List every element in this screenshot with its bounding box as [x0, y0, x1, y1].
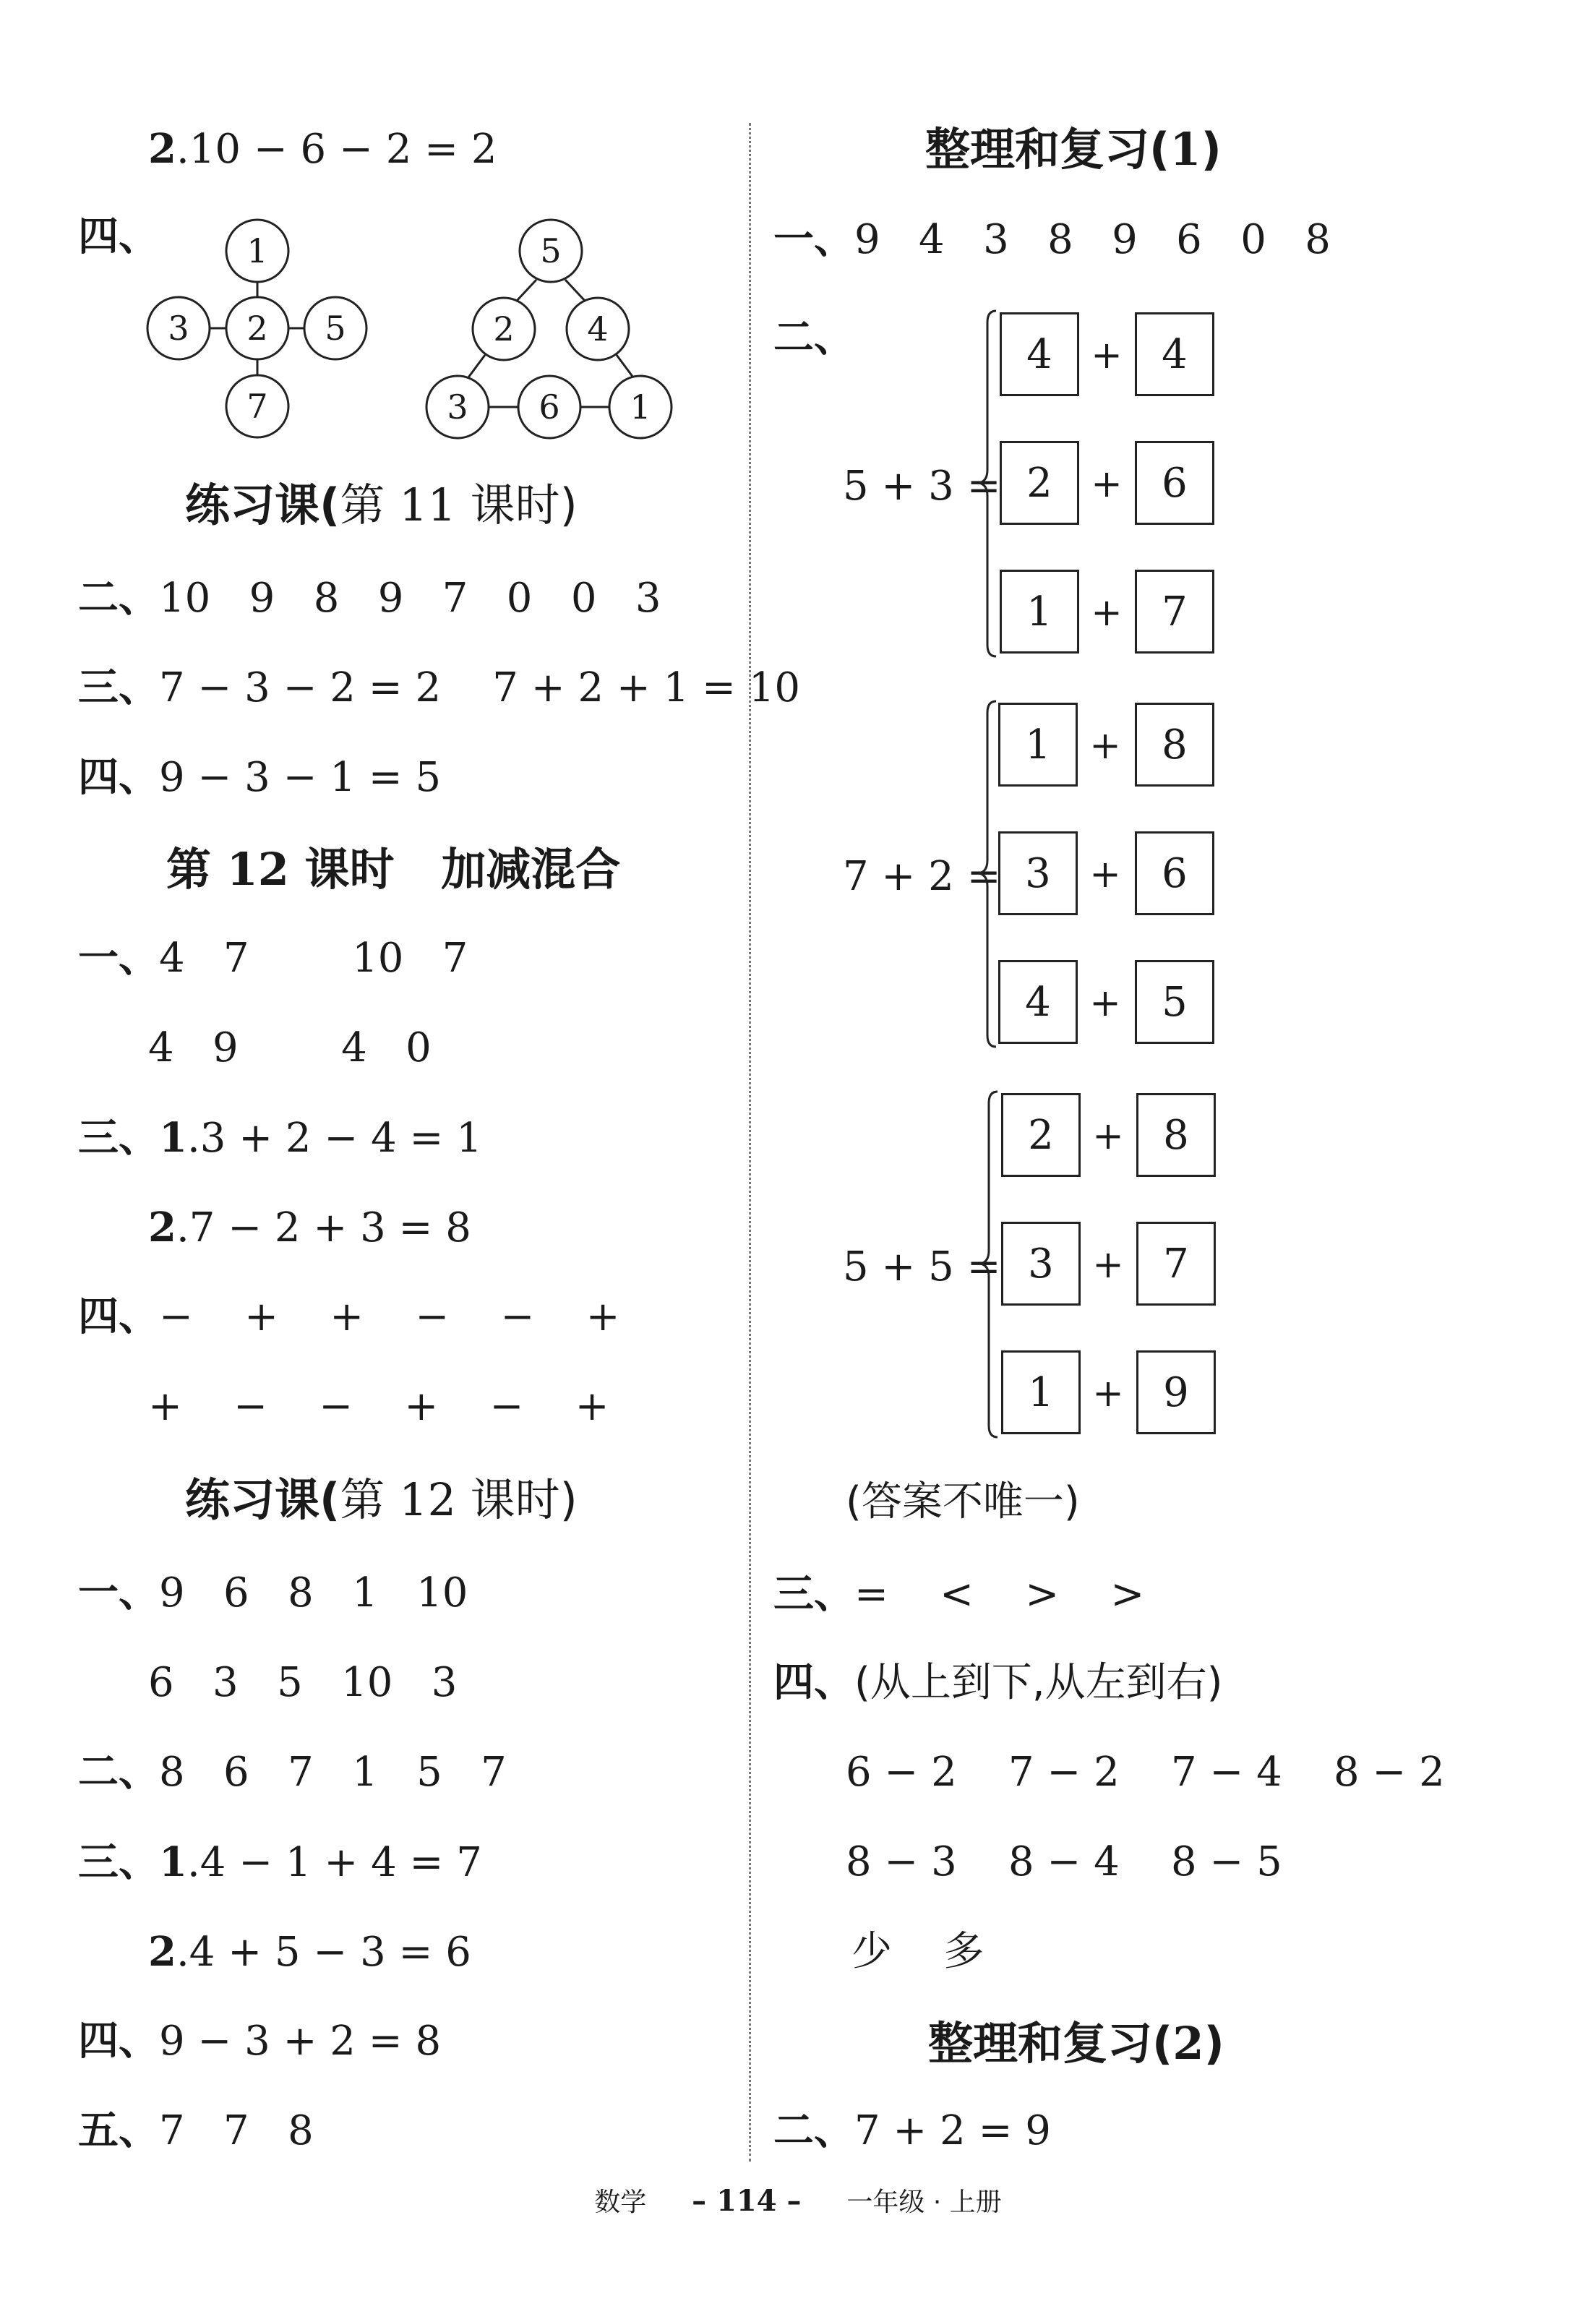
section-label: 四、: [78, 754, 159, 801]
section-title: [185, 1473, 578, 1526]
answer-line: [78, 1293, 620, 1340]
answer-line: [78, 1114, 482, 1162]
answer-text: 9 − 3 − 1 = 5: [159, 754, 442, 801]
circle-number: 6: [539, 387, 560, 427]
answer-line: [773, 1571, 1145, 1618]
title-text: 第: [340, 1473, 400, 1526]
answer-text: 7 7 8: [159, 2107, 314, 2154]
section-label: 五、: [78, 2107, 159, 2154]
section-label: 四、: [78, 213, 159, 260]
section-label: 三、: [78, 664, 159, 711]
answer-box: 7: [1136, 1222, 1216, 1306]
answer-line: [78, 1838, 482, 1886]
section-label: 一、: [78, 1569, 159, 1616]
answer-line: [773, 1659, 1223, 1706]
title-number: 2: [1172, 2017, 1204, 2070]
answer-line: [148, 1383, 609, 1430]
title-text: 练习课(: [185, 1473, 340, 1526]
title-text: 课时 加减混合: [288, 843, 621, 896]
answer-text: .10 − 6 − 2 = 2: [176, 126, 497, 173]
section-label: 三、: [773, 1571, 854, 1618]
footer-grade: 一年级 · 上册: [846, 2188, 1002, 2217]
title-text: 第: [166, 843, 227, 896]
answer-line: 少 多: [851, 1928, 984, 1975]
answer-line: [78, 935, 468, 982]
circle-number: 7: [246, 387, 268, 426]
answer-text: 4 7 10 7: [159, 935, 468, 982]
answer-text: − + + − − +: [159, 1293, 620, 1340]
answer-text: 9 4 3 8 9 6 0 8: [854, 216, 1331, 263]
section-title: [166, 843, 621, 896]
answer-box: 1: [1000, 570, 1079, 654]
answer-box: 7: [1135, 570, 1214, 654]
equation-label: 5 + 5 =: [843, 1243, 1001, 1290]
item-number: 2: [148, 125, 176, 173]
title-text: 整理和复习(: [925, 123, 1170, 176]
plus-sign: +: [1091, 463, 1123, 506]
answer-text: + − − + − +: [148, 1383, 609, 1430]
circle-number: 2: [493, 309, 515, 348]
answer-line: [148, 1928, 471, 1976]
equation-label: 5 + 3 =: [843, 463, 1001, 510]
answer-text: 10 9 8 9 7 0 0 3: [159, 575, 661, 622]
section-label: 一、: [78, 935, 159, 982]
plus-sign: +: [1092, 1115, 1124, 1158]
title-text: 课时): [455, 1473, 578, 1526]
answer-text: .4 − 1 + 4 = 7: [186, 1839, 482, 1886]
answer-text: (从上到下,从左到右): [854, 1659, 1223, 1706]
connector-line: [617, 355, 633, 377]
circle-number: 5: [325, 309, 346, 348]
answer-text: 9 − 3 + 2 = 8: [159, 2018, 442, 2065]
title-number: 1: [1170, 123, 1201, 176]
answer-line: [846, 1749, 1445, 1796]
section-label: 三、: [78, 1839, 159, 1886]
circle-number: 3: [168, 309, 189, 348]
answer-text: 8 − 3 8 − 4 8 − 5: [846, 1838, 1282, 1885]
answer-text: 7 + 2 = 9: [854, 2107, 1051, 2154]
section-label: 四、: [78, 2018, 159, 2065]
plus-sign: +: [1092, 1372, 1124, 1415]
answer-text: 8 6 7 1 5 7: [159, 1749, 507, 1796]
answer-line: [773, 2107, 1051, 2154]
title-number: 11: [399, 479, 456, 531]
footer-subject: 数学: [594, 2188, 647, 2217]
answer-line: [78, 2018, 442, 2065]
answer-text: 6 − 2 7 − 2 7 − 4 8 − 2: [846, 1749, 1445, 1796]
answer-line: [148, 1659, 458, 1706]
item-number: 1: [159, 1114, 187, 1162]
section-title: [185, 479, 578, 531]
answer-box: 4: [1000, 312, 1079, 396]
equation-label: 7 + 2 =: [843, 853, 1001, 900]
section-label: 四、: [78, 1293, 159, 1340]
circle-number: 2: [246, 309, 268, 348]
section-label: 四、: [773, 1659, 854, 1706]
answer-note: (答案不唯一): [846, 1478, 1080, 1525]
circle-number: 5: [540, 231, 562, 270]
title-text: ): [1204, 2017, 1224, 2070]
answer-text: 9 6 8 1 10: [159, 1569, 468, 1616]
answer-line: [78, 1569, 468, 1616]
connector-line: [468, 355, 485, 377]
circle-number: 3: [447, 387, 468, 427]
answer-text: .4 + 5 − 3 = 6: [176, 1929, 471, 1976]
section-title: [928, 2017, 1224, 2070]
title-text: 第: [340, 479, 400, 531]
section-label: 二、: [773, 2107, 854, 2154]
answer-box: 1: [998, 703, 1078, 787]
title-text: 课时): [455, 479, 578, 531]
connector-line: [516, 280, 536, 301]
circle-number: 4: [587, 309, 609, 348]
answer-line: [78, 2107, 314, 2154]
item-number: 2: [148, 1928, 176, 1976]
section-title: [925, 123, 1222, 176]
section-label: 一、: [773, 216, 854, 263]
answer-text: 7 − 3 − 2 = 2 7 + 2 + 1 = 10: [159, 664, 801, 711]
answer-box: 3: [998, 831, 1078, 915]
column-divider: [749, 123, 751, 2162]
answer-line: [148, 1204, 471, 1251]
title-text: 整理和复习(: [928, 2017, 1173, 2070]
answer-text: = < > >: [854, 1571, 1145, 1618]
answer-line: [78, 575, 661, 622]
answer-box: 6: [1135, 831, 1214, 915]
answer-box: 4: [1135, 312, 1214, 396]
answer-text: .7 − 2 + 3 = 8: [176, 1204, 471, 1251]
answer-line: [846, 1838, 1282, 1885]
answer-box: 9: [1136, 1350, 1216, 1434]
circle-number: 1: [630, 387, 651, 427]
answer-box: 3: [1001, 1222, 1081, 1306]
answer-text: 4 9 4 0: [148, 1024, 432, 1071]
title-number: 12: [399, 1473, 456, 1526]
connector-line: [565, 280, 585, 301]
plus-sign: +: [1091, 591, 1123, 635]
answer-box: 1: [1001, 1350, 1081, 1434]
plus-sign: +: [1089, 724, 1121, 768]
section-label: 三、: [78, 1115, 159, 1162]
page-footer: [0, 2182, 1596, 2219]
answer-box: 6: [1135, 441, 1214, 525]
answer-line: [78, 1749, 507, 1796]
answer-box: 2: [1000, 441, 1079, 525]
answer-box: 5: [1135, 960, 1214, 1044]
answer-line: [78, 754, 442, 801]
plus-sign: +: [1089, 982, 1121, 1025]
answer-line: [78, 664, 801, 711]
answer-box: 4: [998, 960, 1078, 1044]
answer-line: [148, 1024, 432, 1071]
section-label: 二、: [78, 575, 159, 622]
plus-sign: +: [1092, 1243, 1124, 1287]
circle-number: 1: [246, 231, 268, 270]
item-number: 2: [148, 1204, 176, 1251]
section-label: 二、: [773, 314, 854, 361]
answer-box: 8: [1135, 703, 1214, 787]
section-label: 二、: [78, 1749, 159, 1796]
plus-sign: +: [1089, 853, 1121, 896]
answer-line: [773, 216, 1331, 263]
answer-box: 8: [1136, 1093, 1216, 1177]
answer-text: .3 + 2 − 4 = 1: [186, 1115, 482, 1162]
answer-text: 6 3 5 10 3: [148, 1659, 458, 1706]
page-number: – 114 –: [692, 2184, 802, 2218]
item-number: 1: [159, 1838, 187, 1886]
plus-sign: +: [1091, 334, 1123, 377]
answer-box: 2: [1001, 1093, 1081, 1177]
title-text: ): [1201, 123, 1222, 176]
title-text: 练习课(: [185, 479, 340, 531]
title-number: 12: [226, 843, 289, 896]
